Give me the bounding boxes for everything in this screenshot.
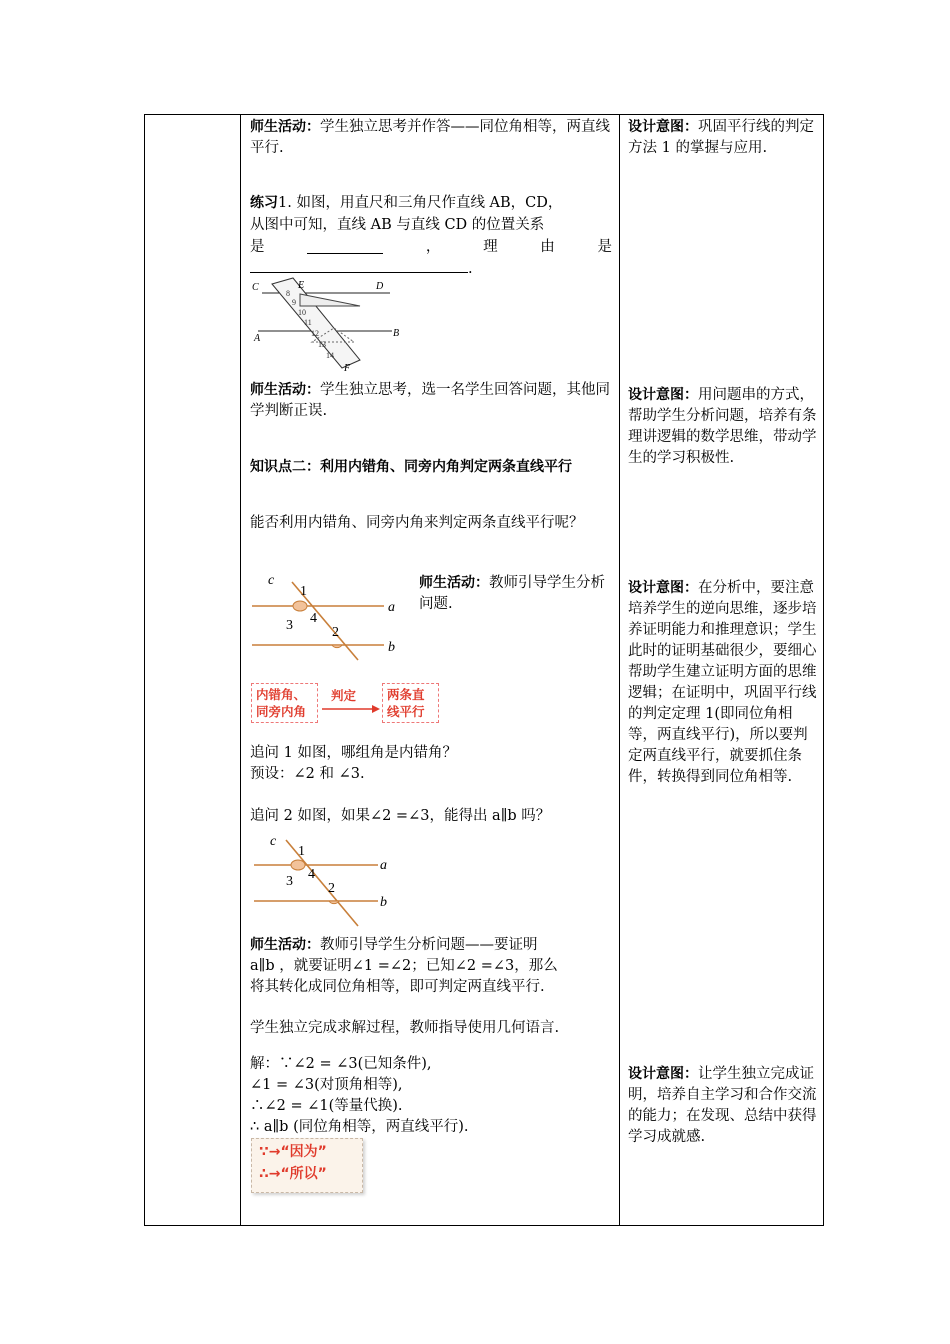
column-divider-2 (619, 115, 620, 1225)
fig1-label-c: C (252, 282, 259, 293)
fig1-label-f: F (344, 363, 351, 374)
fig1-label-e: E (298, 280, 305, 291)
activity-4-line-3: 将其转化成同位角相等，即可判定两直线平行. (250, 979, 545, 995)
arrow-label: 判定 (331, 688, 357, 703)
fig3-label: 4 (308, 867, 315, 882)
symbol-note: ∵→“因为” ∴→“所以” (251, 1138, 363, 1193)
fig3-label: 1 (298, 844, 305, 859)
solution-line-4: ∴ a∥b (同位角相等，两直线平行). (250, 1119, 469, 1135)
fig3-label: 3 (286, 874, 293, 889)
exercise-1-line-3: 是 ， 理 由 是 (250, 239, 612, 255)
fig2-label: c (268, 573, 275, 588)
angle-figure-2 (250, 828, 410, 932)
design-intent-1: 设计意图：巩固平行线的判定方法 1 的掌握与应用. (628, 119, 814, 156)
answer-blank-1 (307, 237, 383, 254)
ruler-mark: 11 (304, 318, 312, 327)
exercise-1-line-2: 从图中可知，直线 AB 与直线 CD 的位置关系 (250, 217, 545, 233)
fig2-label: 2 (332, 625, 339, 640)
activity-3: 师生活动：教师引导学生分析问题. (419, 575, 605, 612)
fig1-label-b: B (393, 328, 400, 339)
fig2-label: 4 (310, 611, 317, 626)
fig2-label: 3 (286, 618, 293, 633)
fig2-label: b (388, 640, 395, 655)
fig1-label-a: A (254, 333, 261, 344)
concept-box-right: 两条直 线平行 (382, 683, 439, 723)
fig3-label: 2 (328, 881, 335, 896)
solution-line-1: 解：∵∠2 = ∠3(已知条件), (250, 1056, 432, 1072)
solution-line-3: ∴∠2 = ∠1(等量代换). (250, 1098, 403, 1114)
follow-up-2: 追问 2 如图，如果∠2 =∠3，能得出 a∥b 吗？ (250, 808, 551, 824)
fig1-label-d: D (376, 281, 384, 292)
angle-figure-1 (250, 568, 410, 666)
column-divider-1 (240, 115, 241, 1225)
ruler-mark: 9 (292, 298, 296, 307)
main-question: 能否利用内错角、同旁内角来判定两条直线平行呢？ (250, 515, 584, 531)
follow-up-1: 追问 1 如图，哪组角是内错角？ (250, 745, 457, 761)
fig3-label: c (270, 834, 277, 849)
follow-up-1-answer: 预设：∠2 和 ∠3. (250, 766, 365, 782)
ruler-mark: 14 (326, 351, 334, 360)
activity-1: 师生活动：学生独立思考并作答——同位角相等，两直线平行. (250, 119, 610, 156)
activity-5: 学生独立完成求解过程，教师指导使用几何语言. (250, 1020, 560, 1036)
ruler-figure (250, 276, 420, 374)
ruler-mark: 10 (298, 308, 306, 317)
knowledge-point-2-title: 知识点二：利用内错角、同旁内角判定两条直线平行 (250, 459, 572, 475)
design-intent-4: 设计意图：让学生独立完成证明，培养自主学习和合作交流的能力；在发现、总结中获得学习成就感. (628, 1066, 817, 1145)
ruler-mark: 12 (311, 329, 319, 338)
design-intent-3: 设计意图：在分析中，要注意培养学生的逆向思维，逐步培养证明能力和推理意识；学生此时的证明基础很少，要细心帮助学生建立证明方面的思维逻辑；在证明中，巩固平行线的判定定理 1(即同位角相等，两直线平行)，所以要判定两直线平行，就要抓住条件，转换得到同位角相等. (628, 580, 817, 785)
design-intent-2: 设计意图：用问题串的方式，帮助学生分析问题，培养有条理讲逻辑的数学思维，带动学生的学习积极性. (628, 387, 817, 466)
solution-line-2: ∠1 = ∠3(对顶角相等), (250, 1077, 403, 1093)
fig2-label: a (388, 600, 395, 615)
ruler-mark: 8 (286, 289, 290, 298)
exercise-1-line-1: 练习1. 如图，用直尺和三角尺作直线 AB，CD， (250, 195, 563, 211)
activity-4-line-1: 师生活动：教师引导学生分析问题——要证明 (250, 937, 538, 953)
answer-blank-2 (250, 258, 468, 273)
fig3-label: b (380, 895, 387, 910)
activity-4-line-2: a∥b ，就要证明∠1 =∠2；已知∠2 =∠3，那么 (250, 958, 558, 974)
fig3-label: a (380, 858, 387, 873)
activity-2: 师生活动：学生独立思考，选一名学生回答问题，其他同学判断正误. (250, 382, 610, 419)
ruler-mark: 13 (318, 340, 326, 349)
concept-box-left: 内错角、 同旁内角 (251, 683, 318, 723)
exercise-1-line-4: . (250, 258, 480, 280)
fig2-label: 1 (300, 584, 307, 599)
